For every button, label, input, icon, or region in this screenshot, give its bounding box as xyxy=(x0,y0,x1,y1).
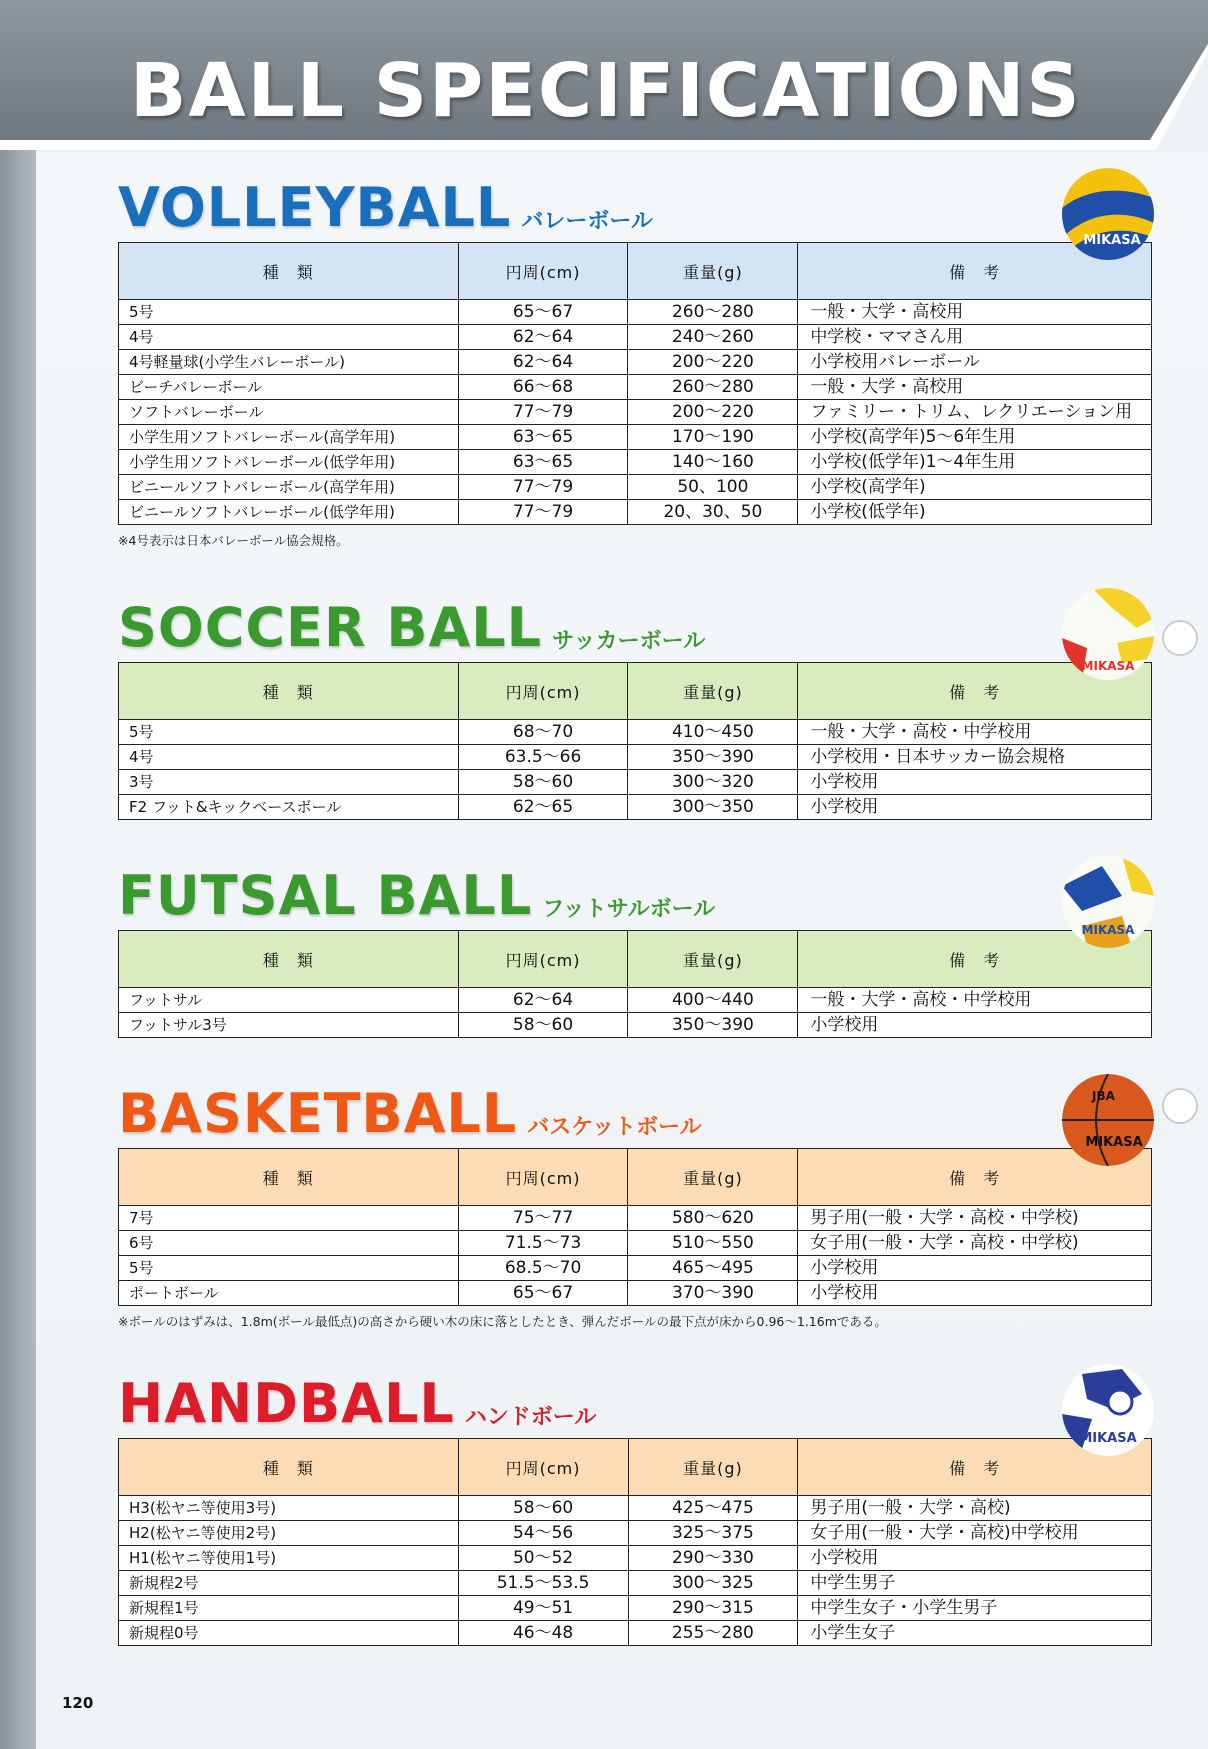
type-cell: H2(松ヤニ等使用2号) xyxy=(119,1521,459,1546)
futsal-ball-logo: MIKASA xyxy=(1081,923,1135,937)
circumference-cell: 58〜60 xyxy=(458,1496,628,1521)
circumference-cell: 54〜56 xyxy=(458,1521,628,1546)
type-cell: ビニールソフトバレーボール(低学年用) xyxy=(119,500,459,525)
circumference-cell: 75〜77 xyxy=(458,1206,628,1231)
circumference-cell: 77〜79 xyxy=(458,400,628,425)
handball-title-row xyxy=(118,1372,1152,1446)
circumference-cell: 63〜65 xyxy=(458,450,628,475)
table-row xyxy=(119,300,1152,325)
weight-cell: 510〜550 xyxy=(628,1231,798,1256)
header-type: 種 類 xyxy=(119,243,459,300)
circumference-cell: 63.5〜66 xyxy=(458,745,628,770)
type-cell: 3号 xyxy=(119,770,459,795)
volleyball-title: VOLLEYBALL xyxy=(118,176,512,239)
header-circumference: 円周(cm) xyxy=(458,243,628,300)
type-cell: 4号軽量球(小学生バレーボール) xyxy=(119,350,459,375)
header-weight: 重量(g) xyxy=(628,931,798,988)
notes-cell: 女子用(一般・大学・高校・中学校) xyxy=(798,1231,1152,1256)
table-row xyxy=(119,375,1152,400)
header-notes: 備 考 xyxy=(798,1439,1152,1496)
header-weight: 重量(g) xyxy=(628,243,798,300)
type-cell: 5号 xyxy=(119,1256,459,1281)
circumference-cell: 50〜52 xyxy=(458,1546,628,1571)
weight-cell: 290〜330 xyxy=(628,1546,798,1571)
header-circumference: 円周(cm) xyxy=(458,663,628,720)
type-cell: ポートボール xyxy=(119,1281,459,1306)
weight-cell: 50、100 xyxy=(628,475,798,500)
table-row xyxy=(119,1281,1152,1306)
circumference-cell: 62〜64 xyxy=(458,988,628,1013)
circumference-cell: 63〜65 xyxy=(458,425,628,450)
table-row xyxy=(119,720,1152,745)
weight-cell: 300〜350 xyxy=(628,795,798,820)
type-cell: 小学生用ソフトバレーボール(高学年用) xyxy=(119,425,459,450)
notes-cell: 一般・大学・高校・中学校用 xyxy=(798,720,1152,745)
header-circumference: 円周(cm) xyxy=(458,1439,628,1496)
basketball-footnote: ※ボールのはずみは、1.8m(ボール最低点)の高さから硬い木の床に落としたとき、弾んだボールの最下点が床から0.96〜1.16mである。 xyxy=(118,1314,887,1329)
table-row xyxy=(119,988,1152,1013)
weight-cell: 350〜390 xyxy=(628,1013,798,1038)
weight-cell: 290〜315 xyxy=(628,1596,798,1621)
table-row xyxy=(119,1231,1152,1256)
notes-cell: 男子用(一般・大学・高校) xyxy=(798,1496,1152,1521)
table-row xyxy=(119,450,1152,475)
header-type: 種 類 xyxy=(119,1439,459,1496)
type-cell: ソフトバレーボール xyxy=(119,400,459,425)
notes-cell: 小学校用 xyxy=(798,795,1152,820)
notes-cell: 中学生女子・小学生男子 xyxy=(798,1596,1152,1621)
table-row xyxy=(119,1256,1152,1281)
volleyball-section xyxy=(118,176,1152,549)
header-weight: 重量(g) xyxy=(628,1149,798,1206)
table-row xyxy=(119,1206,1152,1231)
type-cell: 新規程0号 xyxy=(119,1621,459,1646)
table-row xyxy=(119,325,1152,350)
page-number: 120 xyxy=(62,1694,94,1712)
circumference-cell: 65〜67 xyxy=(458,300,628,325)
weight-cell: 325〜375 xyxy=(628,1521,798,1546)
table-row xyxy=(119,425,1152,450)
circumference-cell: 68.5〜70 xyxy=(458,1256,628,1281)
weight-cell: 200〜220 xyxy=(628,350,798,375)
table-row xyxy=(119,1596,1152,1621)
notes-cell: 小学校用 xyxy=(798,1546,1152,1571)
type-cell: F2 フット&キックベースボール xyxy=(119,795,459,820)
volleyball-ball-logo: MIKASA xyxy=(1083,233,1141,248)
volleyball-ball-icon xyxy=(1062,168,1154,260)
circumference-cell: 65〜67 xyxy=(458,1281,628,1306)
circumference-cell: 68〜70 xyxy=(458,720,628,745)
notes-cell: 男子用(一般・大学・高校・中学校) xyxy=(798,1206,1152,1231)
header-notes: 備 考 xyxy=(798,1149,1152,1206)
soccer-section xyxy=(118,596,1152,820)
type-cell: H3(松ヤニ等使用3号) xyxy=(119,1496,459,1521)
weight-cell: 465〜495 xyxy=(628,1256,798,1281)
notes-cell: 小学校用 xyxy=(798,770,1152,795)
type-cell: 4号 xyxy=(119,745,459,770)
type-cell: 小学生用ソフトバレーボール(低学年用) xyxy=(119,450,459,475)
soccer-subtitle-jp: サッカーボール xyxy=(552,629,706,654)
circumference-cell: 58〜60 xyxy=(458,770,628,795)
handball-ball-icon xyxy=(1062,1364,1154,1456)
basketball-ball-logo: MIKASA xyxy=(1085,1135,1143,1150)
header-band xyxy=(0,0,1208,152)
type-cell: 4号 xyxy=(119,325,459,350)
notes-cell: 小学校(高学年)5〜6年生用 xyxy=(798,425,1152,450)
circumference-cell: 62〜64 xyxy=(458,350,628,375)
header-type: 種 類 xyxy=(119,663,459,720)
header-weight: 重量(g) xyxy=(628,663,798,720)
futsal-spec-table xyxy=(118,930,1152,1038)
basketball-ball-badge: JBA xyxy=(1092,1089,1115,1103)
notes-cell: 小学校用・日本サッカー協会規格 xyxy=(798,745,1152,770)
type-cell: 6号 xyxy=(119,1231,459,1256)
type-cell: 新規程2号 xyxy=(119,1571,459,1596)
type-cell: ビーチバレーボール xyxy=(119,375,459,400)
notes-cell: 小学校用 xyxy=(798,1013,1152,1038)
circumference-cell: 62〜65 xyxy=(458,795,628,820)
basketball-spec-table xyxy=(118,1148,1152,1306)
soccer-ball-logo: MIKASA xyxy=(1081,659,1135,673)
table-row xyxy=(119,1621,1152,1646)
page-title: BALL SPECIFICATIONS xyxy=(130,48,1082,134)
futsal-title: FUTSAL BALL xyxy=(118,864,533,927)
header-notes: 備 考 xyxy=(798,931,1152,988)
weight-cell: 300〜320 xyxy=(628,770,798,795)
table-row xyxy=(119,475,1152,500)
weight-cell: 300〜325 xyxy=(628,1571,798,1596)
circumference-cell: 51.5〜53.5 xyxy=(458,1571,628,1596)
notes-cell: ファミリー・トリム、レクリエーション用 xyxy=(798,400,1152,425)
soccer-title: SOCCER BALL xyxy=(118,596,543,659)
weight-cell: 260〜280 xyxy=(628,375,798,400)
type-cell: フットサル3号 xyxy=(119,1013,459,1038)
table-row xyxy=(119,1521,1152,1546)
type-cell: ビニールソフトバレーボール(高学年用) xyxy=(119,475,459,500)
table-row xyxy=(119,1013,1152,1038)
soccer-title-row xyxy=(118,596,1152,673)
futsal-ball-icon xyxy=(1062,856,1154,948)
weight-cell: 140〜160 xyxy=(628,450,798,475)
weight-cell: 410〜450 xyxy=(628,720,798,745)
notes-cell: 小学校(高学年) xyxy=(798,475,1152,500)
table-row xyxy=(119,1496,1152,1521)
table-row xyxy=(119,500,1152,525)
header-weight: 重量(g) xyxy=(628,1439,798,1496)
circumference-cell: 62〜64 xyxy=(458,325,628,350)
futsal-subtitle-jp: フットサルボール xyxy=(542,897,716,922)
header-circumference: 円周(cm) xyxy=(458,1149,628,1206)
basketball-subtitle-jp: バスケットボール xyxy=(527,1115,702,1140)
basketball-title: BASKETBALL xyxy=(118,1082,518,1145)
type-cell: フットサル xyxy=(119,988,459,1013)
table-row xyxy=(119,745,1152,770)
circumference-cell: 77〜79 xyxy=(458,475,628,500)
weight-cell: 580〜620 xyxy=(628,1206,798,1231)
handball-title: HANDBALL xyxy=(118,1372,455,1435)
basketball-title-row xyxy=(118,1082,1152,1148)
punch-hole-top xyxy=(1162,620,1198,656)
table-row xyxy=(119,1571,1152,1596)
handball-subtitle-jp: ハンドボール xyxy=(464,1405,597,1430)
notes-cell: 一般・大学・高校用 xyxy=(798,375,1152,400)
notes-cell: 中学生男子 xyxy=(798,1571,1152,1596)
punch-hole-bottom xyxy=(1162,1088,1198,1124)
weight-cell: 370〜390 xyxy=(628,1281,798,1306)
soccer-spec-table xyxy=(118,662,1152,820)
notes-cell: 小学校用 xyxy=(798,1281,1152,1306)
weight-cell: 240〜260 xyxy=(628,325,798,350)
circumference-cell: 58〜60 xyxy=(458,1013,628,1038)
table-row xyxy=(119,1546,1152,1571)
header-type: 種 類 xyxy=(119,931,459,988)
handball-section xyxy=(118,1372,1152,1646)
weight-cell: 350〜390 xyxy=(628,745,798,770)
volleyball-spec-table xyxy=(118,242,1152,525)
volleyball-subtitle-jp: バレーボール xyxy=(521,209,653,234)
table-row xyxy=(119,350,1152,375)
circumference-cell: 46〜48 xyxy=(458,1621,628,1646)
notes-cell: 小学生女子 xyxy=(798,1621,1152,1646)
weight-cell: 255〜280 xyxy=(628,1621,798,1646)
type-cell: 5号 xyxy=(119,300,459,325)
notes-cell: 一般・大学・高校・中学校用 xyxy=(798,988,1152,1013)
notes-cell: 女子用(一般・大学・高校)中学校用 xyxy=(798,1521,1152,1546)
circumference-cell: 77〜79 xyxy=(458,500,628,525)
notes-cell: 一般・大学・高校用 xyxy=(798,300,1152,325)
futsal-section xyxy=(118,864,1152,1038)
type-cell: H1(松ヤニ等使用1号) xyxy=(119,1546,459,1571)
weight-cell: 170〜190 xyxy=(628,425,798,450)
weight-cell: 20、30、50 xyxy=(628,500,798,525)
table-row xyxy=(119,770,1152,795)
volleyball-title-row xyxy=(118,176,1152,248)
notes-cell: 小学校(低学年) xyxy=(798,500,1152,525)
type-cell: 7号 xyxy=(119,1206,459,1231)
futsal-title-row xyxy=(118,864,1152,937)
volleyball-footnote: ※4号表示は日本バレーボール協会規格。 xyxy=(118,533,349,548)
soccer-ball-icon xyxy=(1062,588,1154,680)
header-circumference: 円周(cm) xyxy=(458,931,628,988)
type-cell: 新規程1号 xyxy=(119,1596,459,1621)
header-type: 種 類 xyxy=(119,1149,459,1206)
header-notes: 備 考 xyxy=(798,243,1152,300)
weight-cell: 425〜475 xyxy=(628,1496,798,1521)
table-row xyxy=(119,795,1152,820)
notes-cell: 小学校用バレーボール xyxy=(798,350,1152,375)
left-gray-strip xyxy=(0,0,36,1749)
circumference-cell: 66〜68 xyxy=(458,375,628,400)
header-notes: 備 考 xyxy=(798,663,1152,720)
circumference-cell: 49〜51 xyxy=(458,1596,628,1621)
basketball-ball-icon xyxy=(1062,1074,1154,1166)
notes-cell: 小学校(低学年)1〜4年生用 xyxy=(798,450,1152,475)
type-cell: 5号 xyxy=(119,720,459,745)
table-row xyxy=(119,400,1152,425)
weight-cell: 400〜440 xyxy=(628,988,798,1013)
notes-cell: 小学校用 xyxy=(798,1256,1152,1281)
handball-ball-logo: MIKASA xyxy=(1079,1431,1137,1446)
notes-cell: 中学校・ママさん用 xyxy=(798,325,1152,350)
circumference-cell: 71.5〜73 xyxy=(458,1231,628,1256)
handball-spec-table xyxy=(118,1438,1152,1646)
basketball-section xyxy=(118,1082,1152,1330)
weight-cell: 260〜280 xyxy=(628,300,798,325)
weight-cell: 200〜220 xyxy=(628,400,798,425)
